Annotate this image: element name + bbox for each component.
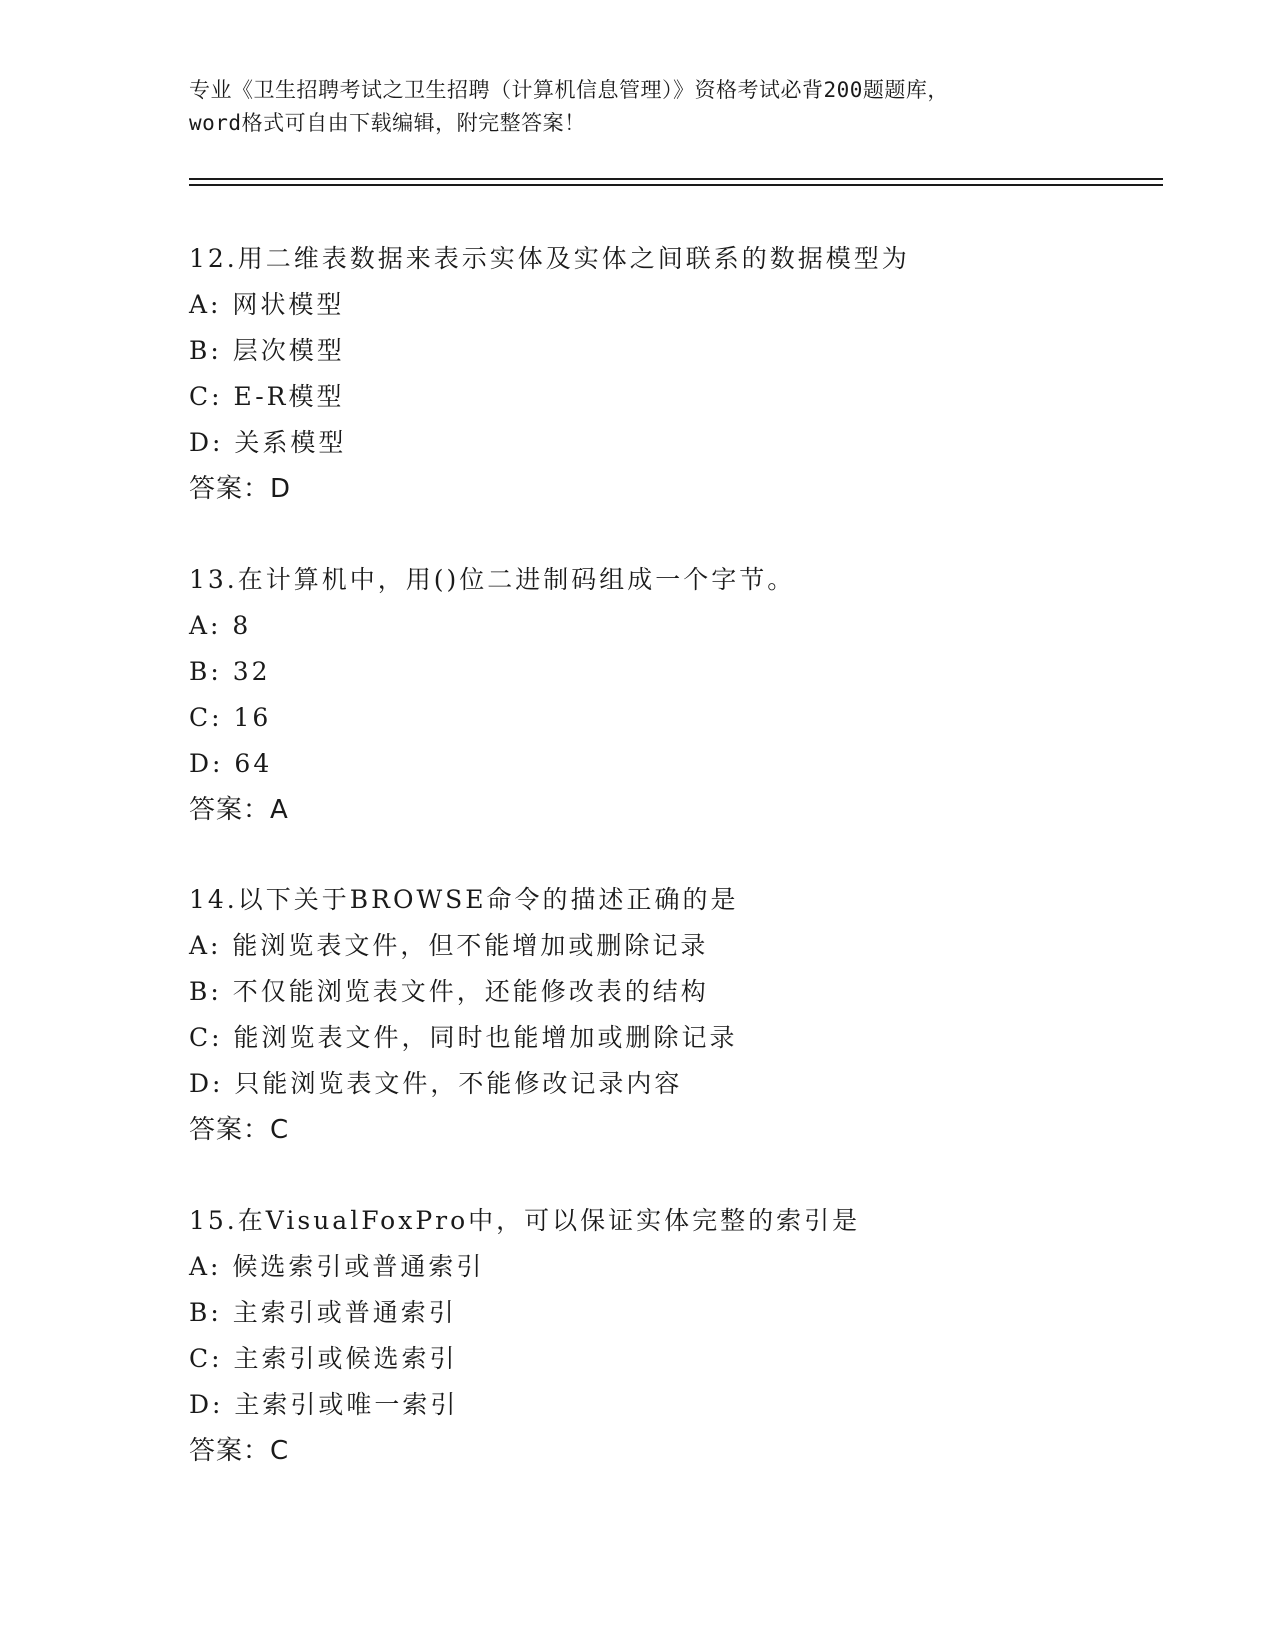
option-b: B: 不仅能浏览表文件，还能修改表的结构 [189,977,709,1006]
option-a: A: 候选索引或普通索引 [189,1252,485,1281]
answer: 答案：D [189,474,292,504]
header-divider-top [189,178,1163,180]
question-14 [189,877,1189,1153]
answer: 答案：A [189,795,289,825]
option-c: C: 能浏览表文件，同时也能增加或删除记录 [189,1023,738,1052]
question-stem: 15.在VisualFoxPro中，可以保证实体完整的索引是 [189,1206,861,1235]
option-d: D: 64 [189,749,273,778]
question-15 [189,1198,1189,1474]
option-a: A: 8 [189,611,252,640]
option-c: C: 16 [189,703,272,732]
option-c: C: E-R模型 [189,382,345,411]
option-a: A: 网状模型 [189,290,345,319]
question-13 [189,557,1189,833]
question-stem: 13.在计算机中，用()位二进制码组成一个字节。 [189,565,796,594]
question-stem: 14.以下关于BROWSE命令的描述正确的是 [189,885,739,914]
header-line-2: word格式可自由下载编辑，附完整答案！ [189,111,586,135]
option-c: C: 主索引或候选索引 [189,1344,458,1373]
question-stem: 12.用二维表数据来表示实体及实体之间联系的数据模型为 [189,244,910,273]
question-12 [189,236,1189,512]
option-b: B: 主索引或普通索引 [189,1298,457,1327]
header-divider-bottom [189,184,1163,186]
document-header [189,74,1089,140]
option-a: A: 能浏览表文件，但不能增加或删除记录 [189,931,709,960]
answer: 答案：C [189,1436,290,1466]
option-d: D: 关系模型 [189,428,347,457]
option-d: D: 主索引或唯一索引 [189,1390,459,1419]
answer: 答案：C [189,1115,290,1145]
header-line-1: 专业《卫生招聘考试之卫生招聘（计算机信息管理）》资格考试必背200题题库， [189,78,949,102]
option-b: B: 32 [189,657,271,686]
option-d: D: 只能浏览表文件，不能修改记录内容 [189,1069,683,1098]
option-b: B: 层次模型 [189,336,345,365]
